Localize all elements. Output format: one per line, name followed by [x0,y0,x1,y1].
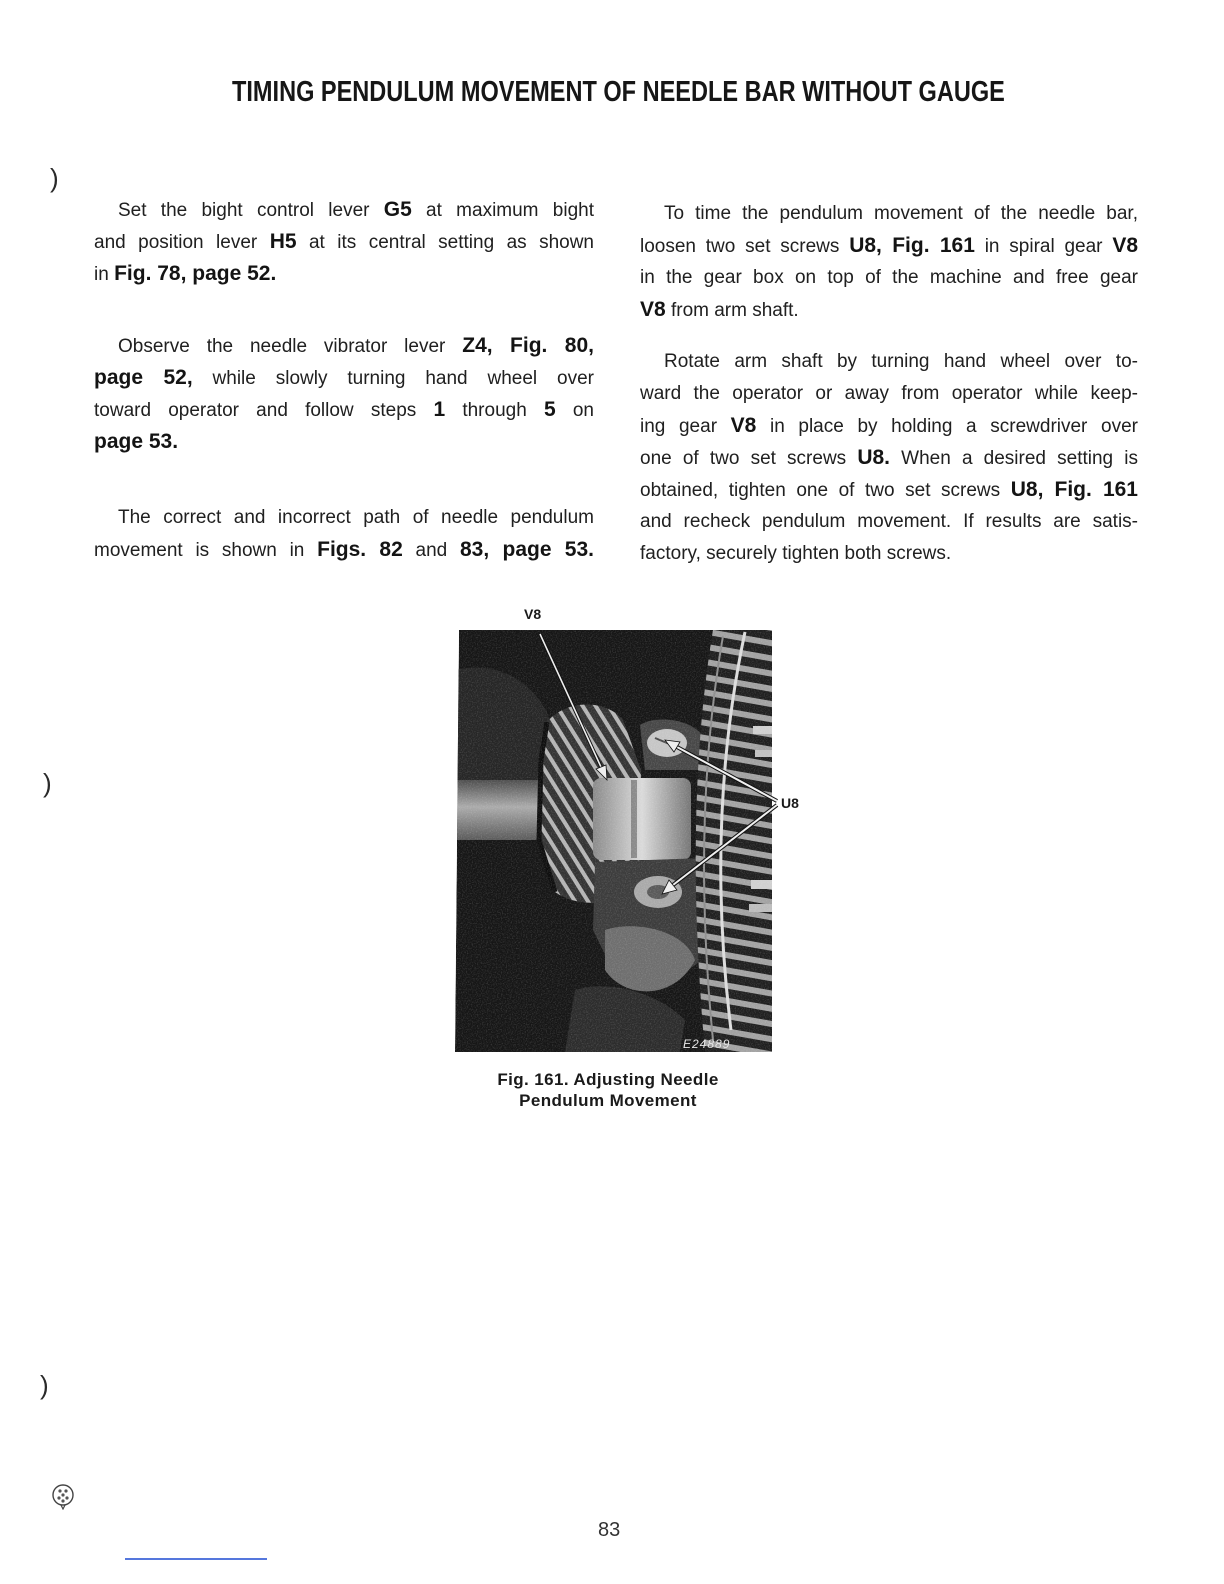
bold-part-reference: V8 [640,298,666,321]
body-text: factory, securely tighten both screws. [640,543,952,564]
text-line [94,534,594,566]
body-text: on [555,400,594,421]
text-line [640,262,1138,294]
body-text: and position lever [94,232,270,253]
bold-part-reference: U8, Fig. 161 [849,234,975,257]
photo-grain-overlay [455,630,773,1052]
bold-part-reference: 1 [433,398,446,421]
body-text: one of two set screws [640,448,858,469]
bold-part-reference: V8 [730,414,757,437]
body-text: in spiral gear [974,236,1113,257]
text-line [640,294,1138,326]
text-line [94,502,594,534]
body-text: ward the operator or away from operator while keep- [640,383,1138,404]
page-number: 83 [598,1519,621,1541]
text-line [640,474,1138,506]
body-text: Observe the needle vibrator lever [118,336,463,357]
body-text: Set the bight control lever [118,200,384,221]
margin-mark: ) [50,163,59,193]
figure-caption-line-1: Fig. 161. Adjusting Needle [497,1070,719,1089]
figure-label-u8: U8 [781,795,799,811]
text-line [640,442,1138,474]
body-text: obtained, tighten one of two set screws [640,480,1011,501]
body-text: toward operator and follow steps [94,400,434,421]
body-text: loosen two set screws [640,236,850,257]
figure-label-v8: V8 [524,606,542,622]
paragraph-observe-vibrator-lever [94,330,594,458]
bold-part-reference: page 52, [94,366,193,389]
body-text: from arm shaft. [665,300,799,321]
body-text: When a desired setting is [890,448,1138,469]
body-text: at its central setting as shown [296,232,594,253]
margin-mark: ) [40,1370,49,1400]
body-text: at maximum bight [411,200,594,221]
body-text: and recheck pendulum movement. If results are satis- [640,511,1138,532]
text-line [640,410,1138,442]
body-text: movement is shown in [94,540,318,561]
body-text: through [445,400,544,421]
bold-part-reference: Figs. 82 [317,538,403,561]
page-title-text: TIMING PENDULUM MOVEMENT OF NEEDLE BAR WITHOUT GAUGE [232,75,1005,109]
paragraph-rotate-arm-shaft [640,346,1138,570]
paragraph-pendulum-path [94,502,594,566]
text-line [94,226,594,258]
bold-part-reference: U8. [857,446,891,469]
margin-mark: ) [43,768,52,798]
text-line [94,194,594,226]
text-line [640,230,1138,262]
bold-part-reference: 83, page 53. [460,538,595,561]
bold-part-reference: H5 [269,230,297,253]
body-text: in place by holding a screwdriver over [756,416,1138,437]
paragraph-loosen-set-screws [640,198,1138,326]
body-text: To time the pendulum movement of the needle bar, [664,203,1138,224]
bold-part-reference: V8 [1112,234,1138,257]
text-line [640,378,1138,410]
figure-caption-line-2: Pendulum Movement [519,1091,697,1110]
text-line [94,258,594,290]
photo-negative-code: E24889 [683,1037,731,1051]
bold-part-reference: U8, Fig. 161 [1010,478,1138,501]
footer-blue-rule [125,1558,267,1560]
body-text: while slowly turning hand wheel over [192,368,594,389]
text-line [94,362,594,394]
text-line [94,330,594,362]
text-line [640,538,1138,570]
text-line [640,346,1138,378]
body-text: Rotate arm shaft by turning hand wheel over to- [664,351,1138,372]
bold-part-reference: Z4, Fig. 80, [462,334,594,357]
bold-part-reference: Fig. 78, page 52. [114,262,277,285]
text-line [640,506,1138,538]
text-line [94,394,594,426]
bold-part-reference: G5 [383,198,412,221]
figure-photo [455,630,785,1054]
bold-part-reference: 5 [543,398,556,421]
text-line [640,198,1138,230]
body-text: in the gear box on top of the machine and free gear [640,267,1138,288]
bold-part-reference: page 53. [94,430,179,453]
body-text: ing gear [640,416,731,437]
body-text: and [402,540,460,561]
seal-icon [50,1482,76,1510]
text-line [94,426,594,458]
page-title [232,71,1053,113]
body-text: The correct and incorrect path of needle pendulum [118,507,594,528]
body-text: in [94,264,115,285]
paragraph-bight-lever-setting [94,194,594,290]
